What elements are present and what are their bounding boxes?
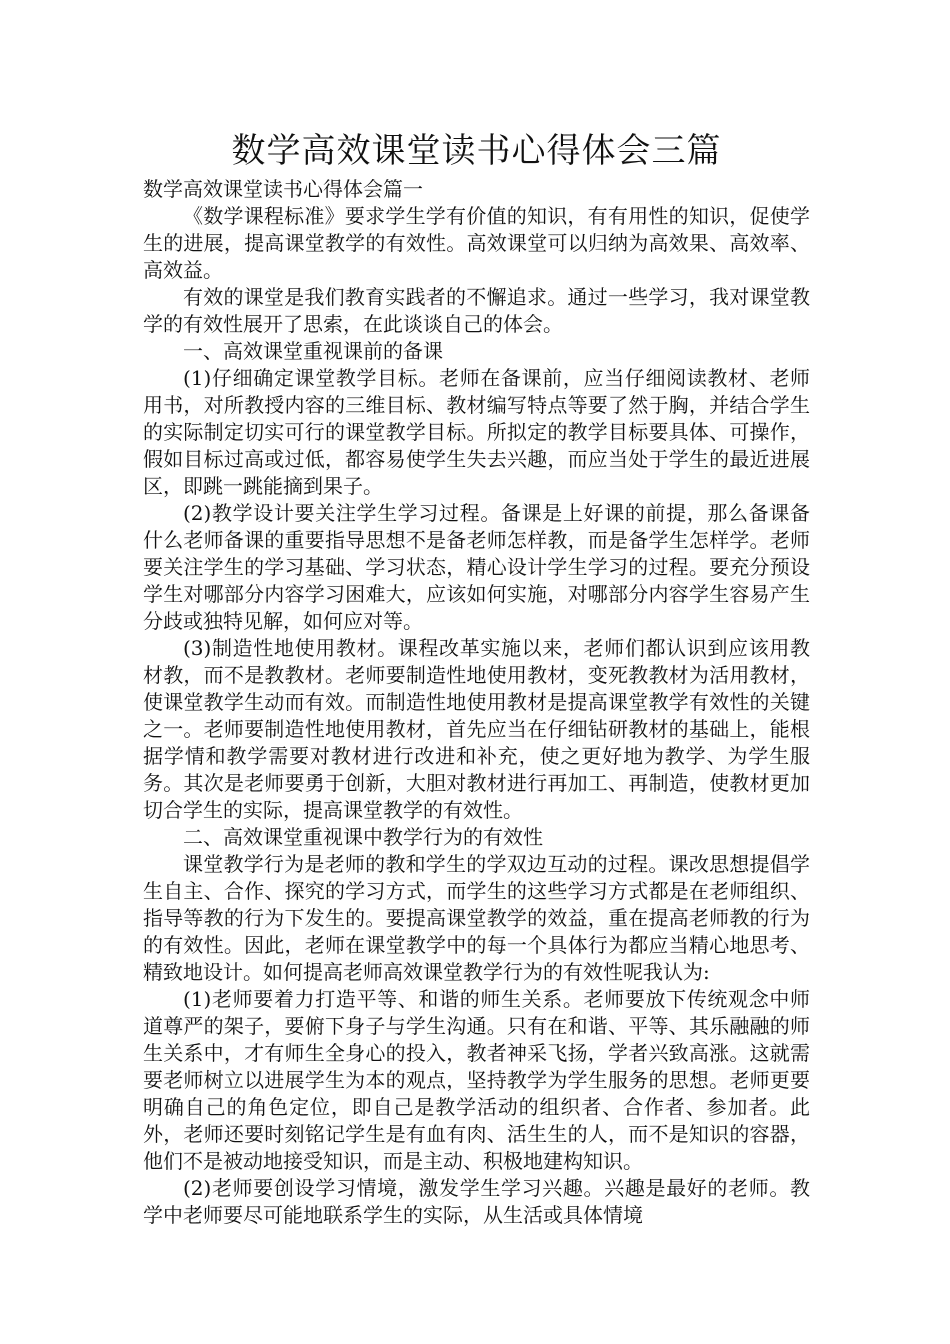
paragraph: (2)老师要创设学习情境，激发学生学习兴趣。兴趣是最好的老师。教学中老师要尽可能地联系学生的实际，从生活或具体情境 (143, 1176, 810, 1227)
paragraph: (1)老师要着力打造平等、和谐的师生关系。老师要放下传统观念中师道尊严的架子，要俯下身子与学生沟通。只有在和谐、平等、其乐融融的师生关系中，才有师生全身心的投入，教者神采飞扬，学者兴致高涨。这就需要老师树立以进展学生为本的观点，坚持教学为学生服务的思想。老师更要明确自己的角色定位，即自己是教学活动的组织者、合作者、参加者。此外，老师还要时刻铭记学生是有血有肉、活生生的人，而不是知识的容器，他们不是被动地接受知识，而是主动、积极地建构知识。 (143, 987, 810, 1173)
paragraph: (2)教学设计要关注学生学习过程。备课是上好课的前提，那么备课备什么老师备课的重要指导思想不是备老师怎样教，而是备学生怎样学。老师要关注学生的学习基础、学习状态，精心设计学生学习的过程。要充分预设学生对哪部分内容学习困难大，应该如何实施，对哪部分内容学生容易产生分歧或独特见解，如何应对等。 (143, 501, 810, 633)
paragraph: (1)仔细确定课堂教学目标。老师在备课前，应当仔细阅读教材、老师用书，对所教授内容的三维目标、教材编写特点等要了然于胸，并结合学生的实际制定切实可行的课堂教学目标。所拟定的教学目标要具体、可操作，假如目标过高或过低，都容易使学生失去兴趣，而应当处于学生的最近进展区，即跳一跳能摘到果子。 (143, 366, 810, 498)
document-page (143, 126, 810, 1229)
paragraph: 《数学课程标准》要求学生学有价值的知识，有有用性的知识，促使学生的进展，提高课堂教学的有效性。高效课堂可以归纳为高效果、高效率、高效益。 (143, 204, 810, 282)
paragraph: 有效的课堂是我们教育实践者的不懈追求。通过一些学习，我对课堂教学的有效性展开了思索，在此谈谈自己的体会。 (143, 285, 810, 336)
section-subtitle: 数学高效课堂读书心得体会篇一 (143, 177, 423, 201)
document-title: 数学高效课堂读书心得体会三篇 (231, 131, 722, 171)
paragraph: (3)制造性地使用教材。课程改革实施以来，老师们都认识到应该用教材教，而不是教教材。老师要制造性地使用教材，变死教教材为活用教材，使课堂教学生动而有效。而制造性地使用教材是提高课堂教学有效性的关键之一。老师要制造性地使用教材，首先应当在仔细钻研教材的基础上，能根据学情和教学需要对教材进行改进和补充，使之更好地为教学、为学生服务。其次是老师要勇于创新，大胆对教材进行再加工、再制造，使教材更加切合学生的实际，提高课堂教学的有效性。 (143, 636, 810, 822)
section-heading: 一、高效课堂重视课前的备课 (183, 339, 443, 363)
section-heading: 二、高效课堂重视课中教学行为的有效性 (183, 825, 543, 849)
paragraph: 课堂教学行为是老师的教和学生的学双边互动的过程。课改思想提倡学生自主、合作、探究的学习方式，而学生的这些学习方式都是在老师组织、指导等教的行为下发生的。要提高课堂教学的效益，重在提高老师教的行为的有效性。因此，老师在课堂教学中的每一个具体行为都应当精心地思考、精致地设计。如何提高老师高效课堂教学行为的有效性呢我认为: (143, 852, 810, 984)
